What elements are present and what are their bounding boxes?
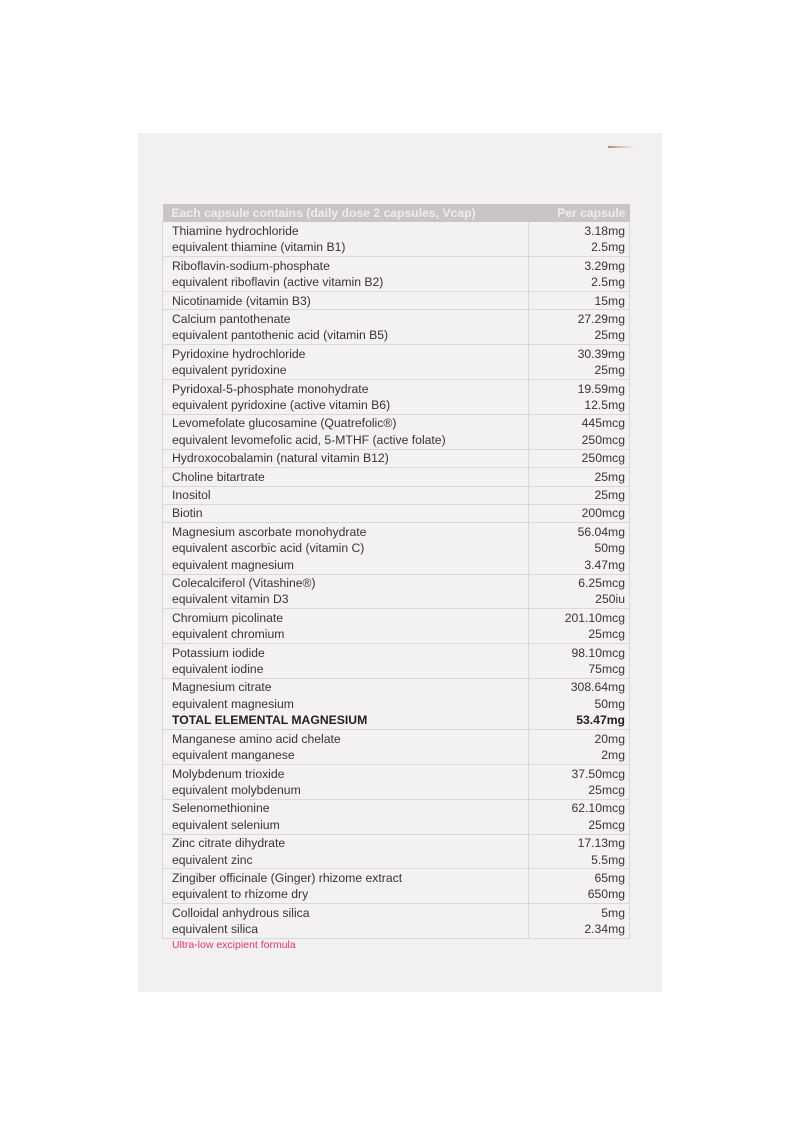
table-row [163,523,630,574]
ingredient-amount: 20mg [594,731,625,746]
table-row [163,834,630,869]
ingredient-name: Pyridoxine hydrochloride [172,346,306,361]
ingredient-name: equivalent selenium [172,817,280,832]
ingredient-amount: 56.04mg [577,524,625,539]
amount-cell [529,486,630,504]
amount-cell [529,292,630,310]
ingredient-cell [163,678,529,729]
table-row [163,449,630,467]
ingredient-name: Pyridoxal-5-phosphate monohydrate [172,381,369,396]
ingredient-amount: 201.10mcg [564,610,625,625]
ingredient-amount: 250iu [595,592,625,607]
ingredient-amount: 2mg [601,748,625,763]
ingredient-cell [163,504,529,522]
ingredient-name: Molybdenum trioxide [172,766,285,781]
ingredient-cell [163,222,529,256]
ingredient-cell [163,765,529,800]
ingredient-amount: 75mcg [588,662,625,677]
ingredient-name: Calcium pantothenate [172,311,291,326]
ingredient-amount: 53.47mg [576,713,625,728]
ingredient-amount: 3.18mg [584,223,625,238]
ingredient-cell [163,609,529,644]
ingredient-amount: 25mg [594,469,625,484]
amount-cell [529,678,630,729]
ingredient-amount: 3.29mg [584,258,625,273]
amount-cell [529,523,630,574]
header-per-capsule: Per capsule [529,204,630,222]
ingredient-cell [163,345,529,380]
amount-cell [529,380,630,415]
ingredient-name: equivalent pyridoxine (active vitamin B6) [172,397,391,412]
table-row [163,222,630,256]
ingredient-name: Nicotinamide (vitamin B3) [172,293,311,308]
ingredient-amount: 25mcg [588,627,625,642]
amount-cell [529,869,630,904]
table-row [163,730,630,765]
ingredient-amount: 650mg [587,887,625,902]
amount-cell [529,904,630,939]
ingredient-name: Inositol [172,488,211,502]
ingredient-cell [163,414,529,449]
table-row [163,345,630,380]
ingredient-name: equivalent vitamin D3 [172,592,289,607]
ingredient-cell [163,257,529,292]
ingredient-amount: 37.50mcg [571,766,625,781]
amount-cell [529,730,630,765]
table-row [163,609,630,644]
header-ingredient: Each capsule contains (daily dose 2 capsules, Vcap) [163,204,529,222]
ingredient-name: Thiamine hydrochloride [172,223,299,238]
ingredient-amount: 25mg [594,363,625,378]
ingredient-amount: 3.47mg [584,557,625,572]
ingredient-name: Magnesium citrate [172,680,272,695]
ingredient-name: Levomefolate glucosamine (Quatrefolic®) [172,416,397,431]
ingredient-name: Hydroxocobalamin (natural vitamin B12) [172,451,389,466]
ingredient-name: equivalent iodine [172,662,264,677]
amount-cell [529,310,630,345]
ingredient-amount: 25mg [594,488,625,502]
amount-cell [529,257,630,292]
ingredient-name: Potassium iodide [172,645,265,660]
amount-cell [529,609,630,644]
package-edge-mark [608,146,634,148]
amount-cell [529,765,630,800]
ingredient-amount: 5.5mg [591,852,625,867]
table-row [163,765,630,800]
ingredient-amount: 6.25mcg [578,576,625,591]
ingredient-cell [163,644,529,679]
ingredient-amount: 445mcg [581,416,625,431]
table-row [163,414,630,449]
amount-cell [529,574,630,609]
ingredient-cell [163,799,529,834]
ingredient-name: equivalent molybdenum [172,782,301,797]
table-row [163,257,630,292]
table-row [163,574,630,609]
table-row [163,644,630,679]
ingredient-cell [163,574,529,609]
ingredient-name: equivalent manganese [172,748,295,763]
ingredient-cell [163,904,529,939]
ingredient-name: equivalent silica [172,922,259,937]
table-row [163,468,630,486]
ingredient-amount: 50mg [594,696,625,711]
ingredient-amount: 15mg [594,293,625,308]
amount-cell [529,345,630,380]
ingredient-name: Biotin [172,506,203,521]
ingredient-name: Manganese amino acid chelate [172,731,341,746]
ingredient-amount: 200mcg [581,506,625,521]
ingredient-amount: 12.5mg [584,397,625,412]
table-row [163,292,630,310]
amount-cell [529,468,630,486]
amount-cell [529,834,630,869]
ingredient-name: equivalent riboflavin (active vitamin B2) [172,275,384,290]
ingredient-name: Selenomethionine [172,801,270,816]
ingredient-name: TOTAL ELEMENTAL MAGNESIUM [172,713,368,728]
ingredient-name: Colloidal anhydrous silica [172,905,310,920]
ingredient-name: equivalent thiamine (vitamin B1) [172,240,346,255]
amount-cell [529,644,630,679]
ingredient-amount: 25mcg [588,817,625,832]
ingredient-amount: 98.10mcg [571,645,625,660]
ingredient-amount: 2.34mg [584,922,625,937]
ingredient-amount: 19.59mg [577,381,625,396]
ingredient-amount: 65mg [594,870,625,885]
ingredient-name: Riboflavin-sodium-phosphate [172,258,330,273]
footnote: Ultra-low excipient formula [172,939,296,951]
table-row [163,678,630,729]
ingredients-table [162,204,630,939]
ingredient-name: equivalent to rhizome dry [172,887,309,902]
ingredient-cell [163,380,529,415]
table-row [163,904,630,939]
table-row [163,310,630,345]
table-row [163,380,630,415]
table-row [163,486,630,504]
amount-cell [529,449,630,467]
ingredient-name: equivalent magnesium [172,696,294,711]
ingredient-cell [163,449,529,467]
amount-cell [529,799,630,834]
ingredient-name: equivalent magnesium [172,557,294,572]
ingredient-amount: 50mg [594,541,625,556]
ingredient-name: equivalent levomefolic acid, 5-MTHF (active folate) [172,432,446,447]
ingredient-name: Magnesium ascorbate monohydrate [172,524,367,539]
table-header-row [163,204,630,222]
table-row [163,504,630,522]
ingredient-amount: 25mg [594,328,625,343]
ingredient-amount: 250mcg [581,451,625,466]
ingredient-cell [163,468,529,486]
ingredient-amount: 25mcg [588,782,625,797]
ingredient-name: equivalent ascorbic acid (vitamin C) [172,541,365,556]
ingredient-name: Zinc citrate dihydrate [172,836,286,851]
amount-cell [529,414,630,449]
ingredient-name: equivalent pyridoxine [172,363,287,378]
table-row [163,869,630,904]
ingredient-name: Chromium picolinate [172,610,284,625]
ingredient-cell [163,869,529,904]
ingredient-amount: 250mcg [581,432,625,447]
ingredient-amount: 5mg [601,905,625,920]
ingredient-amount: 27.29mg [577,311,625,326]
ingredient-cell [163,834,529,869]
ingredient-name: equivalent zinc [172,852,253,867]
ingredient-name: Colecalciferol (Vitashine®) [172,576,316,591]
ingredient-name: equivalent pantothenic acid (vitamin B5) [172,328,389,343]
ingredient-amount: 30.39mg [577,346,625,361]
ingredient-name: equivalent chromium [172,627,285,642]
ingredient-cell [163,486,529,504]
table-row [163,799,630,834]
ingredient-name: Choline bitartrate [172,469,265,484]
ingredient-cell [163,730,529,765]
ingredient-amount: 2.5mg [591,275,625,290]
amount-cell [529,222,630,256]
ingredient-cell [163,292,529,310]
ingredient-cell [163,310,529,345]
ingredient-amount: 62.10mcg [571,801,625,816]
amount-cell [529,504,630,522]
ingredient-cell [163,523,529,574]
ingredient-amount: 308.64mg [570,680,625,695]
ingredient-amount: 2.5mg [591,240,625,255]
ingredient-name: Zingiber officinale (Ginger) rhizome extract [172,870,403,885]
ingredient-amount: 17.13mg [577,836,625,851]
